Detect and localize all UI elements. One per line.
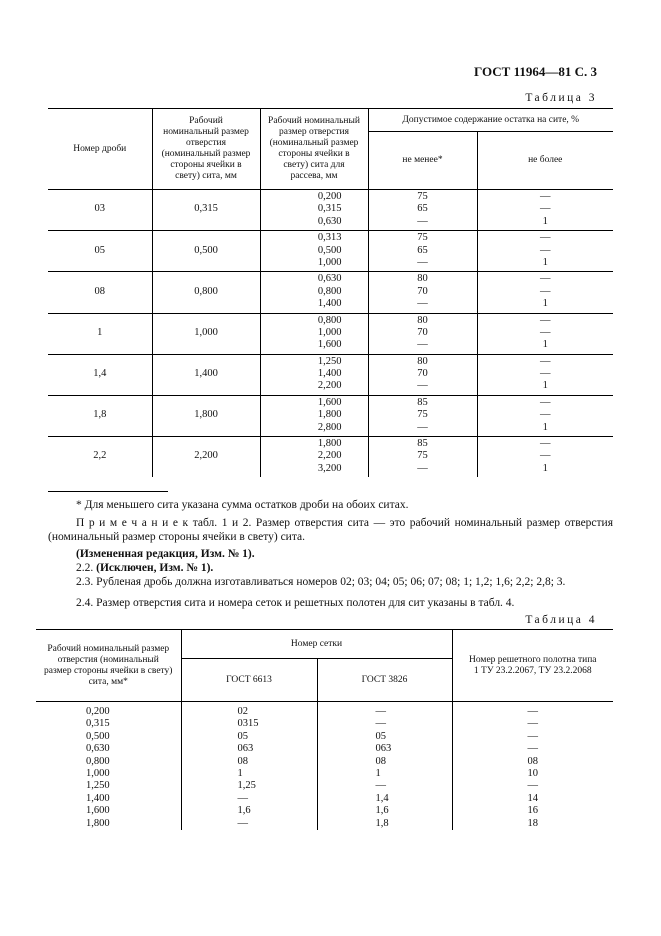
max-residue-cell-value: —: [540, 438, 551, 450]
gost6613-cell: 1,6: [181, 805, 317, 817]
header-residue: Допустимое содержание остатка на сите, %: [368, 109, 613, 132]
max-residue-cell-value: 1: [542, 298, 548, 310]
table-3-row: [48, 395, 613, 436]
sheet-cell: 10: [452, 768, 613, 780]
screen-size-cell: [260, 313, 368, 354]
t4-header-sheet: Номер решетного полотна типа 1 ТУ 23.2.2067, ТУ 23.2.2068: [452, 630, 613, 702]
shot-number-cell: 08: [48, 272, 152, 313]
screen-size-cell-value: 1,000: [317, 256, 342, 268]
sheet-cell: 08: [452, 756, 613, 768]
screen-size-cell: [260, 231, 368, 272]
min-residue-cell-value: —: [417, 421, 428, 433]
max-residue-cell: [477, 437, 613, 478]
t4-header-mesh: Номер сетки: [181, 630, 452, 659]
max-residue-cell-value: —: [540, 368, 551, 380]
table-4-row: [36, 702, 613, 719]
screen-size-cell: [260, 190, 368, 231]
gost3826-cell: 1: [317, 768, 452, 780]
table-4-row: [36, 818, 613, 830]
max-residue-cell-value: 1: [542, 215, 548, 227]
max-residue-cell-value: —: [540, 244, 551, 256]
screen-size-cell-value: 1,800: [317, 409, 342, 421]
min-residue-cell-value: 65: [417, 244, 428, 256]
size-cell: 0,500: [86, 730, 110, 742]
min-residue-cell-value: 75: [417, 191, 428, 202]
table-3-row: [48, 354, 613, 395]
max-residue-cell-value: —: [540, 355, 551, 367]
gost6613-cell: 1,25: [181, 780, 317, 792]
amended-note: (Измененная редакция, Изм. № 1).: [76, 548, 255, 560]
max-residue-cell-value: —: [540, 409, 551, 421]
table-4-caption: Таблица 4: [525, 614, 597, 626]
gost6613-cell: 02: [181, 702, 317, 719]
screen-size-cell-value: 0,630: [317, 273, 342, 285]
sheet-cell: —: [452, 743, 613, 755]
screen-size-cell: [260, 437, 368, 478]
screen-size-cell-value: 3,200: [317, 462, 342, 474]
shot-number-cell: 1,4: [48, 354, 152, 395]
size-cell: 1,250: [86, 780, 110, 792]
header-not-less: не менее*: [368, 132, 477, 190]
gost3826-cell: 05: [317, 731, 452, 743]
max-residue-cell: [477, 313, 613, 354]
max-residue-cell-value: 1: [542, 380, 548, 392]
max-residue-cell-value: —: [540, 232, 551, 244]
nominal-size-cell: 0,800: [152, 272, 260, 313]
note-paragraph: П р и м е ч а н и е к табл. 1 и 2. Размер отверстия сита — это рабочий номинальный размер отверстия (номинальный размер стороны ячейки в свету) сита.: [48, 517, 613, 543]
min-residue-cell: [368, 354, 477, 395]
header-screen-size: Рабочий номинальный размер отверстия (номинальный размер стороны ячейки в свету) сита для рассева, мм: [260, 109, 368, 190]
screen-size-cell-value: 0,800: [317, 285, 342, 297]
table-3: [48, 108, 613, 477]
max-residue-cell: [477, 354, 613, 395]
gost6613-cell: 0315: [181, 718, 317, 730]
shot-number-cell: 2,2: [93, 450, 107, 462]
table-3-caption: Таблица 3: [525, 92, 597, 104]
gost6613-cell: —: [181, 818, 317, 830]
paragraph-2-2: [48, 561, 613, 575]
size-cell: 1,400: [86, 792, 110, 804]
screen-size-cell-value: 1,600: [317, 396, 342, 408]
gost6613-cell: 08: [181, 756, 317, 768]
min-residue-cell: [368, 437, 477, 478]
screen-size-cell-value: 1,400: [317, 298, 342, 310]
gost6613-cell: —: [181, 793, 317, 805]
max-residue-cell: [477, 231, 613, 272]
table-4-row: [36, 743, 613, 755]
min-residue-cell-value: 75: [417, 450, 428, 462]
table-4-row: [36, 780, 613, 792]
table-4-row: [36, 768, 613, 780]
max-residue-cell-value: —: [540, 314, 551, 326]
size-cell: 1,800: [86, 817, 110, 829]
size-cell: 0,800: [86, 755, 110, 767]
paragraph-2-2-number: 2.2.: [76, 562, 94, 574]
header-not-more: не более: [477, 132, 613, 190]
screen-size-cell-value: 0,313: [317, 232, 342, 244]
gost6613-cell: 063: [181, 743, 317, 755]
table-4-row: [36, 731, 613, 743]
max-residue-cell: [477, 272, 613, 313]
max-residue-cell-value: —: [540, 273, 551, 285]
t4-header-size: Рабочий номинальный размер отверстия (номинальный размер стороны ячейки в свету) сита, мм*: [36, 630, 181, 702]
table-3-row: [48, 272, 613, 313]
max-residue-cell: [477, 190, 613, 231]
min-residue-cell-value: —: [417, 462, 428, 474]
min-residue-cell-value: —: [417, 298, 428, 310]
nominal-size-cell: 2,200: [152, 437, 260, 478]
paragraph-2-3: 2.3. Рубленая дробь должна изготавливаться номеров 02; 03; 04; 05; 06; 07; 08; 1; 1,2; 1,6; 2,2; 2,8; 3.: [76, 576, 566, 588]
screen-size-cell-value: 1,250: [317, 355, 342, 367]
size-cell: 1,000: [86, 768, 110, 780]
sheet-cell: —: [452, 780, 613, 792]
nominal-size-cell: 1,000: [152, 313, 260, 354]
screen-size-cell-value: 0,500: [317, 244, 342, 256]
max-residue-cell-value: 1: [542, 421, 548, 433]
screen-size-cell-value: 1,800: [317, 438, 342, 450]
shot-number-cell: 05: [48, 231, 152, 272]
min-residue-cell-value: —: [417, 380, 428, 392]
min-residue-cell-value: 70: [417, 368, 428, 380]
screen-size-cell-value: 1,600: [317, 339, 342, 351]
max-residue-cell-value: 1: [542, 339, 548, 351]
header-nominal-size: Рабочий номинальный размер отверстия (номинальный размер стороны ячейки в свету) сита, мм: [152, 109, 260, 190]
screen-size-cell-value: 2,200: [317, 450, 342, 462]
min-residue-cell-value: 85: [417, 438, 428, 450]
table-4: [36, 629, 613, 830]
sheet-cell: 18: [452, 818, 613, 830]
screen-size-cell-value: 2,200: [317, 380, 342, 392]
table-3-row: [48, 313, 613, 354]
gost3826-cell: 063: [317, 743, 452, 755]
table-3-row: [48, 437, 613, 478]
min-residue-cell: [368, 395, 477, 436]
table-4-row: [36, 793, 613, 805]
table-3-row: [48, 231, 613, 272]
t4-header-gost3826: ГОСТ 3826: [317, 659, 452, 702]
table-3-row: [48, 190, 613, 231]
size-cell: 0,200: [86, 706, 110, 717]
shot-number-cell: 1: [48, 313, 152, 354]
min-residue-cell: [368, 190, 477, 231]
gost3826-cell: 1,4: [317, 793, 452, 805]
sheet-cell: 14: [452, 793, 613, 805]
screen-size-cell-value: 0,800: [317, 314, 342, 326]
table-4-row: [36, 756, 613, 768]
min-residue-cell: [368, 231, 477, 272]
max-residue-cell-value: —: [540, 285, 551, 297]
gost6613-cell: 05: [181, 731, 317, 743]
min-residue-cell-value: 80: [417, 355, 428, 367]
min-residue-cell-value: —: [417, 215, 428, 227]
min-residue-cell-value: 65: [417, 203, 428, 215]
table-4-row: [36, 805, 613, 817]
sheet-cell: —: [452, 718, 613, 730]
min-residue-cell-value: 80: [417, 273, 428, 285]
shot-number-cell: 1,8: [48, 395, 152, 436]
min-residue-cell-value: 85: [417, 396, 428, 408]
t4-header-gost6613: ГОСТ 6613: [181, 659, 317, 702]
page-header: ГОСТ 11964—81 С. 3: [474, 64, 597, 79]
min-residue-cell-value: —: [417, 256, 428, 268]
min-residue-cell: [368, 272, 477, 313]
gost3826-cell: —: [317, 780, 452, 792]
gost3826-cell: —: [317, 702, 452, 719]
min-residue-cell-value: 75: [417, 409, 428, 421]
max-residue-cell-value: —: [540, 326, 551, 338]
sheet-cell: —: [452, 731, 613, 743]
gost3826-cell: 1,6: [317, 805, 452, 817]
sheet-cell: 16: [452, 805, 613, 817]
max-residue-cell-value: 1: [542, 256, 548, 268]
size-cell: 0,315: [86, 718, 110, 730]
screen-size-cell: [260, 272, 368, 313]
paragraph-2-2-text: (Исключен, Изм. № 1).: [96, 562, 214, 574]
max-residue-cell: [477, 395, 613, 436]
min-residue-cell-value: —: [417, 339, 428, 351]
screen-size-cell-value: 0,200: [317, 191, 342, 202]
screen-size-cell-value: 0,630: [317, 215, 342, 227]
sheet-cell: —: [452, 702, 613, 719]
max-residue-cell-value: 1: [542, 462, 548, 474]
size-cell: 1,600: [86, 805, 110, 817]
min-residue-cell-value: 80: [417, 314, 428, 326]
gost3826-cell: 08: [317, 756, 452, 768]
nominal-size-cell: 1,800: [152, 395, 260, 436]
shot-number-cell: 03: [48, 190, 152, 231]
screen-size-cell-value: 2,800: [317, 421, 342, 433]
screen-size-cell-value: 1,400: [317, 368, 342, 380]
paragraph-2-4: 2.4. Размер отверстия сита и номера сеток и решетных полотен для сит указаны в табл. 4.: [76, 597, 515, 609]
footnote: * Для меньшего сита указана сумма остатков дроби на обоих ситах.: [76, 499, 409, 511]
nominal-size-cell: 0,500: [152, 231, 260, 272]
screen-size-cell-value: 1,000: [317, 326, 342, 338]
min-residue-cell-value: 70: [417, 326, 428, 338]
min-residue-cell: [368, 313, 477, 354]
max-residue-cell-value: —: [540, 203, 551, 215]
size-cell: 0,630: [86, 743, 110, 755]
gost6613-cell: 1: [181, 768, 317, 780]
table-4-row: [36, 718, 613, 730]
min-residue-cell-value: 75: [417, 232, 428, 244]
nominal-size-cell: 1,400: [152, 354, 260, 395]
max-residue-cell-value: —: [540, 396, 551, 408]
screen-size-cell: [260, 395, 368, 436]
gost3826-cell: —: [317, 718, 452, 730]
nominal-size-cell: 0,315: [152, 190, 260, 231]
screen-size-cell: [260, 354, 368, 395]
gost3826-cell: 1,8: [317, 818, 452, 830]
screen-size-cell-value: 0,315: [317, 203, 342, 215]
max-residue-cell-value: —: [540, 191, 551, 202]
footnote-rule: [48, 491, 168, 492]
header-shot-number: Номер дроби: [48, 109, 152, 190]
max-residue-cell-value: —: [540, 450, 551, 462]
min-residue-cell-value: 70: [417, 285, 428, 297]
